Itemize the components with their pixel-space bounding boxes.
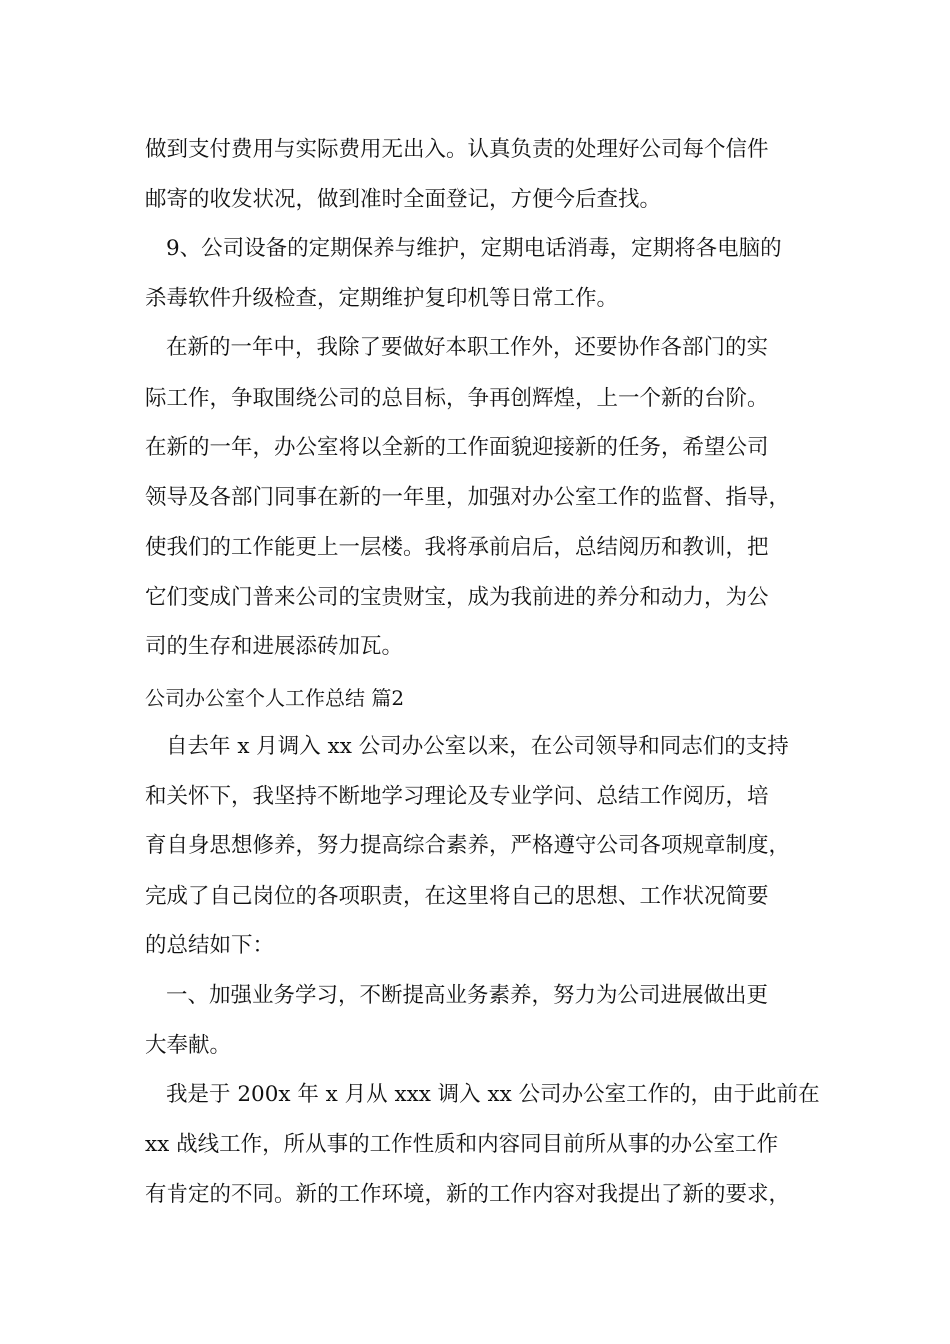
text-line: 际工作，争取围绕公司的总目标，争再创辉煌，上一个新的台阶。 [145, 386, 769, 411]
text-line: 的总结如下： [145, 933, 275, 958]
text-line: xx 战线工作，所从事的工作性质和内容同目前所从事的办公室工作 [145, 1132, 779, 1157]
text-line: 在新的一年，办公室将以全新的工作面貌迎接新的任务，希望公司 [145, 435, 769, 460]
text-line: 使我们的工作能更上一层楼。我将承前启后，总结阅历和教训，把 [145, 535, 769, 560]
text-line: 有肯定的不同。新的工作环境，新的工作内容对我提出了新的要求， [145, 1182, 791, 1207]
text-line: 一、加强业务学习，不断提高业务素养，努力为公司进展做出更 [166, 983, 769, 1008]
section-heading: 公司办公室个人工作总结 篇2 [145, 686, 405, 710]
text-line: 和关怀下，我坚持不断地学习理论及专业学问、总结工作阅历，培 [145, 784, 769, 809]
text-line: 它们变成门普来公司的宝贵财宝，成为我前进的养分和动力，为公 [145, 585, 769, 610]
text-line: 自去年 x 月调入 xx 公司办公室以来，在公司领导和同志们的支持 [166, 734, 789, 759]
text-line: 育自身思想修养，努力提高综合素养，严格遵守公司各项规章制度， [145, 833, 791, 858]
text-line: 我是于 200x 年 x 月从 xxx 调入 xx 公司办公室工作的，由于此前在 [166, 1082, 820, 1107]
text-line: 做到支付费用与实际费用无出入。认真负责的处理好公司每个信件 [145, 137, 769, 162]
text-line: 在新的一年中，我除了要做好本职工作外，还要协作各部门的实 [166, 335, 769, 360]
text-line: 司的生存和进展添砖加瓦。 [145, 634, 404, 659]
text-line: 领导及各部门同事在新的一年里，加强对办公室工作的监督、指导， [145, 485, 791, 510]
text-line: 杀毒软件升级检查，定期维护复印机等日常工作。 [145, 286, 619, 311]
text-line: 完成了自己岗位的各项职责，在这里将自己的思想、工作状况简要 [145, 884, 769, 909]
text-line: 邮寄的收发状况，做到准时全面登记，方便今后查找。 [145, 187, 662, 212]
text-line: 9、公司设备的定期保养与维护，定期电话消毒，定期将各电脑的 [166, 236, 782, 261]
text-line: 大奉献。 [145, 1033, 232, 1058]
